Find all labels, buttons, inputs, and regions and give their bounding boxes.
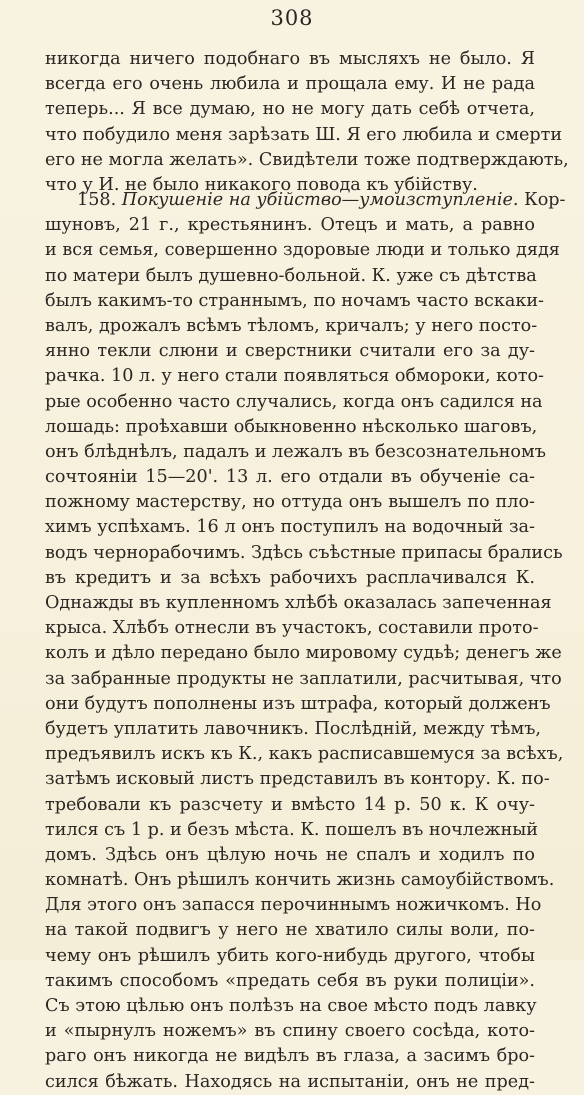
text-line: пожному мастерству, но оттуда онъ вышелъ по пло- <box>45 492 535 513</box>
text-line: его не могла желать». Свидѣтели тоже подтверждають, <box>45 149 569 170</box>
text-line: рые особенно часто случались, когда онъ садился на <box>45 391 543 412</box>
case-paragraph <box>45 188 566 1095</box>
text-line: сочтояніи 15—20'. 13 л. его отдали въ обученіе са- <box>45 467 535 488</box>
text-line: всегда его очень любила и прощала ему. И не рада <box>45 74 535 95</box>
text-line: химъ успѣхамъ. 16 л онъ поступилъ на водочный за- <box>45 517 535 538</box>
text-line: былъ какимъ-то страннымъ, по ночамъ часто вскаки- <box>45 290 544 311</box>
text-line: комнатѣ. Онъ рѣшилъ кончить жизнь самоубійствомъ. <box>45 870 555 891</box>
text-line: раго онъ никогда не видѣлъ въ глаза, а засимъ бро- <box>45 1046 535 1067</box>
text-line: требовали къ разсчету и вмѣсто 14 р. 50 к. К очу- <box>45 794 535 815</box>
text-line: крыса. Хлѣбъ отнесли въ участокъ, составили прото- <box>45 618 539 639</box>
text-line: тился съ 1 р. и безъ мѣста. К. пошелъ въ ночлежный <box>45 819 539 840</box>
text-line: за забранные продукты не заплатили, расчитывая, что <box>45 668 562 689</box>
text-line: никогда ничего подобнаго въ мысляхъ не было. Я <box>45 49 535 69</box>
text-line: Для этого онъ запасся перочиннымъ ножичкомъ. Но <box>45 895 542 916</box>
text-line: чему онъ рѣшилъ убить кого-нибудь другого, чтобы <box>45 945 535 966</box>
text-line: Однажды въ купленномъ хлѣбѣ оказалась запеченная <box>45 593 552 613</box>
text-line: и вся семья, совершенно здоровые люди и только дядя <box>45 240 560 261</box>
text-line: водъ чернорабочимъ. Здѣсь съѣстные припасы брались <box>45 542 563 563</box>
text-fragment: Кор- <box>524 190 566 210</box>
text-line: колъ и дѣло передано было мировому судьѣ; денегъ же <box>45 643 562 664</box>
text-line: рачка. 10 л. у него стали появляться обмороки, кото- <box>45 366 544 387</box>
text-line: домъ. Здѣсь онъ цѣлую ночь не спалъ и ходилъ по <box>45 844 535 865</box>
text-line: и «пырнулъ ножемъ» въ спину своего сосѣда, кото- <box>45 1021 535 1042</box>
text-line: на такой подвигъ у него не хватило силы воли, по- <box>45 920 535 941</box>
text-line: въ кредитъ и за всѣхъ рабочихъ расплачивался К. <box>45 567 535 588</box>
text-line: что у И. не было никакого повода къ убійству. <box>45 174 478 195</box>
text-line: теперь... Я все думаю, но не могу дать себѣ отчета, <box>45 99 535 120</box>
page-number: 308 <box>270 6 314 30</box>
text-line: сился бѣжать. Находясь на испытаніи, онъ не пред- <box>45 1071 535 1092</box>
text-line: Съ этою цѣлью онъ полѣзъ на свое мѣсто подъ лавку <box>45 996 537 1016</box>
text-line: будетъ уплатить лавочникъ. Послѣдній, между тѣмъ, <box>45 718 541 739</box>
text-line: такимъ способомъ «предать себя въ руки полиціи». <box>45 970 535 991</box>
case-number: 158. <box>77 190 117 210</box>
text-line: онъ блѣднѣлъ, падалъ и лежалъ въ безсознательномъ <box>45 441 546 462</box>
text-line: предъявилъ искъ къ К., какъ расписавшемуся за всѣхъ, <box>45 744 564 765</box>
text-line: янно текли слюни и сверстники считали его за ду- <box>45 341 535 362</box>
text-line: они будутъ пополнены изъ штрафа, который долженъ <box>45 693 551 714</box>
text-line: шуновъ, 21 г., крестьянинъ. Отецъ и мать, а равно <box>45 215 535 236</box>
case-title: Покушеніе на убійство—умоизступленіе. <box>121 190 519 210</box>
text-line: лошадь: проѣхавши обыкновенно нѣсколько шаговъ, <box>45 416 538 437</box>
paragraph-continuation <box>45 47 569 198</box>
text-line: затѣмъ исковый листъ представилъ въ контору. К. по- <box>45 769 550 790</box>
text-line: валъ, дрожалъ всѣмъ тѣломъ, кричалъ; у него посто- <box>45 315 538 336</box>
text-line: по матери былъ душевно-больной. К. уже съ дѣтства <box>45 265 537 286</box>
case-heading-line <box>45 188 566 213</box>
text-line: что побудило меня зарѣзать Ш. Я его любила и смерти <box>45 124 563 145</box>
